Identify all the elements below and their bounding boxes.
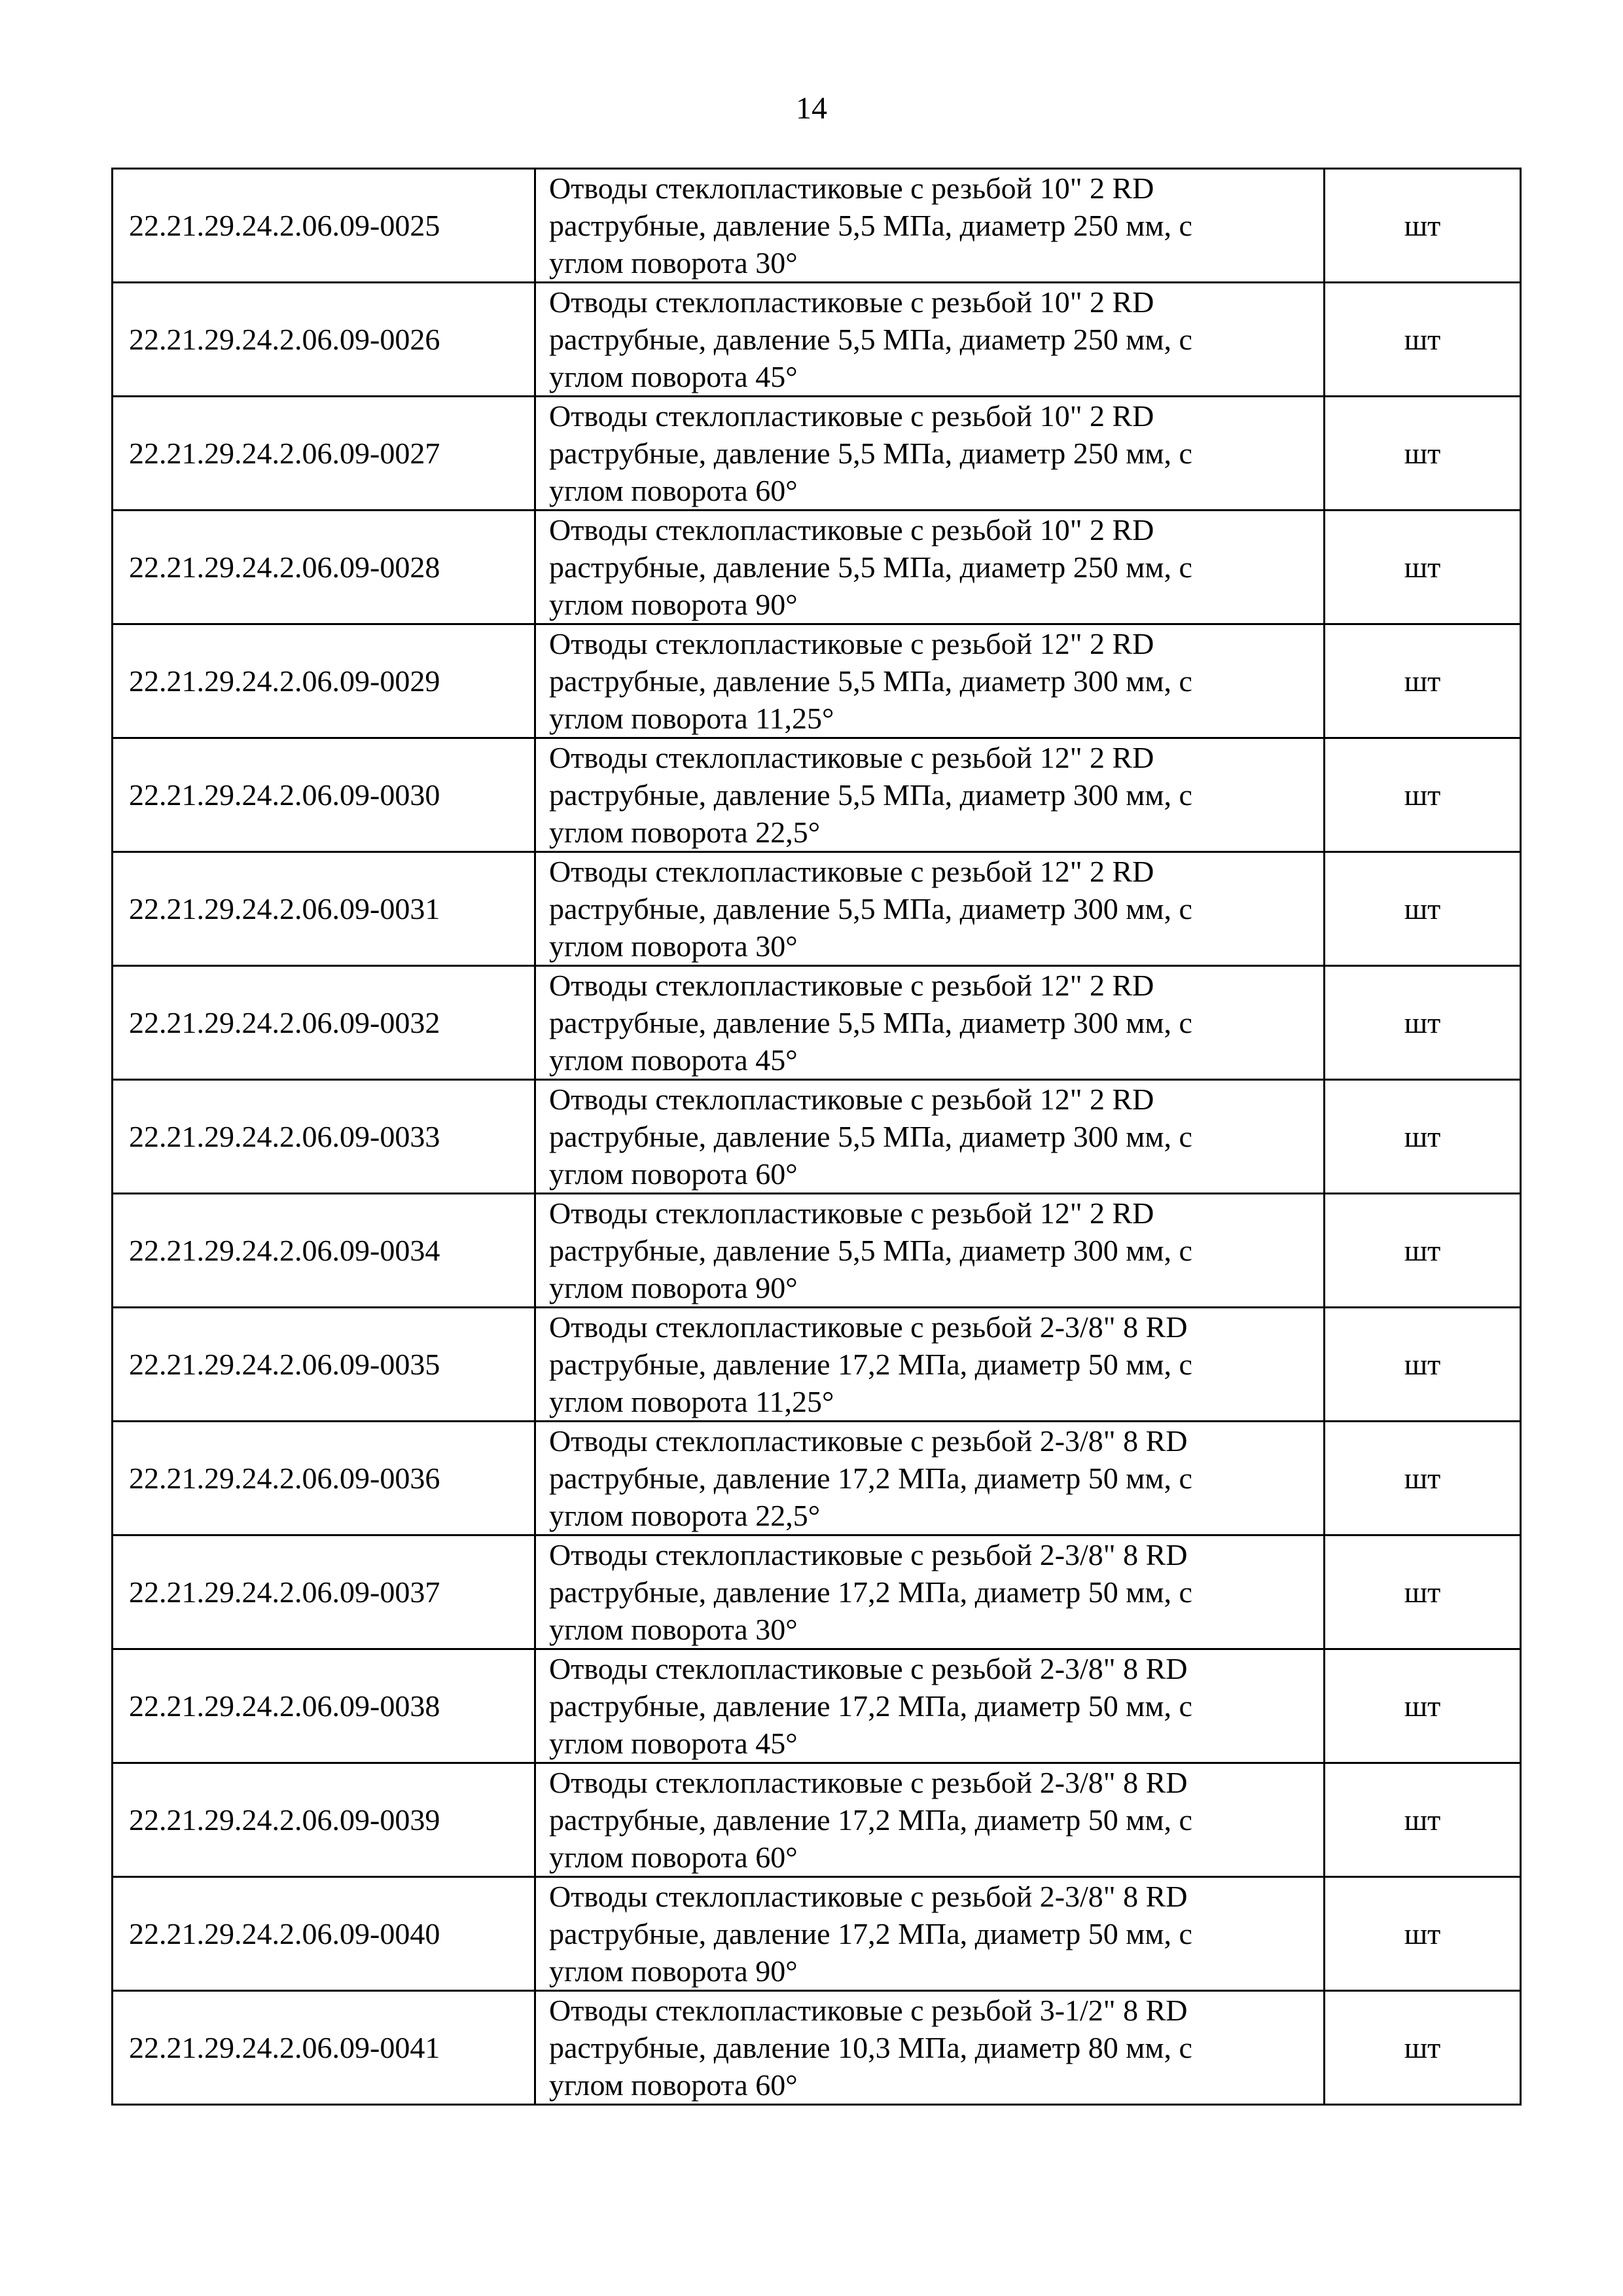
items-table-body xyxy=(113,169,1521,2105)
item-name-line: Отводы стеклопластиковые с резьбой 12" 2 RD xyxy=(549,855,1154,888)
item-name-line: Отводы стеклопластиковые с резьбой 12" 2 RD xyxy=(549,1196,1154,1230)
item-name xyxy=(535,1991,1325,2105)
item-unit: шт xyxy=(1325,169,1521,283)
table-row xyxy=(113,1194,1521,1308)
item-name-line: раструбные, давление 17,2 МПа, диаметр 50 мм, с xyxy=(549,1689,1192,1723)
item-name-line: раструбные, давление 5,5 МПа, диаметр 300 мм, с xyxy=(549,1120,1192,1153)
table-row xyxy=(113,169,1521,283)
item-name-line: углом поворота 30° xyxy=(549,929,798,963)
item-name xyxy=(535,1649,1325,1763)
item-name-line: Отводы стеклопластиковые с резьбой 2-3/8" 8 RD xyxy=(549,1880,1188,1913)
item-unit: шт xyxy=(1325,1080,1521,1194)
table-row xyxy=(113,1535,1521,1649)
table-row xyxy=(113,1649,1521,1763)
item-code: 22.21.29.24.2.06.09-0038 xyxy=(113,1649,535,1763)
item-code: 22.21.29.24.2.06.09-0034 xyxy=(113,1194,535,1308)
item-unit: шт xyxy=(1325,966,1521,1080)
item-name-line: углом поворота 60° xyxy=(549,474,798,507)
item-unit: шт xyxy=(1325,397,1521,511)
item-name-line: Отводы стеклопластиковые с резьбой 12" 2 RD xyxy=(549,1083,1154,1116)
item-name-line: раструбные, давление 10,3 МПа, диаметр 80 мм, с xyxy=(549,2031,1192,2064)
item-name xyxy=(535,852,1325,966)
item-code: 22.21.29.24.2.06.09-0041 xyxy=(113,1991,535,2105)
item-code: 22.21.29.24.2.06.09-0040 xyxy=(113,1877,535,1991)
item-name-line: углом поворота 60° xyxy=(549,1840,798,1874)
table-row xyxy=(113,1422,1521,1535)
table-row xyxy=(113,511,1521,624)
item-name-line: раструбные, давление 5,5 МПа, диаметр 250 мм, с xyxy=(549,209,1192,242)
item-name-line: углом поворота 90° xyxy=(549,1954,798,1988)
item-name-line: углом поворота 22,5° xyxy=(549,1499,821,1532)
item-name-line: углом поворота 45° xyxy=(549,1727,798,1760)
item-unit: шт xyxy=(1325,738,1521,852)
table-row xyxy=(113,738,1521,852)
item-name xyxy=(535,1877,1325,1991)
item-code: 22.21.29.24.2.06.09-0025 xyxy=(113,169,535,283)
item-name-line: Отводы стеклопластиковые с резьбой 10" 2 RD xyxy=(549,285,1154,319)
item-name-line: Отводы стеклопластиковые с резьбой 2-3/8" 8 RD xyxy=(549,1310,1188,1344)
item-name-line: раструбные, давление 5,5 МПа, диаметр 300 мм, с xyxy=(549,1234,1192,1267)
table-row xyxy=(113,1877,1521,1991)
item-name xyxy=(535,397,1325,511)
item-name-line: раструбные, давление 5,5 МПа, диаметр 300 мм, с xyxy=(549,664,1192,698)
item-name-line: раструбные, давление 5,5 МПа, диаметр 300 мм, с xyxy=(549,892,1192,925)
item-code: 22.21.29.24.2.06.09-0028 xyxy=(113,511,535,624)
item-unit: шт xyxy=(1325,624,1521,738)
item-name-line: Отводы стеклопластиковые с резьбой 2-3/8" 8 RD xyxy=(549,1424,1188,1458)
items-table xyxy=(111,168,1522,2106)
item-name xyxy=(535,169,1325,283)
page-number: 14 xyxy=(796,91,827,126)
item-name-line: Отводы стеклопластиковые с резьбой 2-3/8" 8 RD xyxy=(549,1766,1188,1799)
item-unit: шт xyxy=(1325,283,1521,397)
item-unit: шт xyxy=(1325,852,1521,966)
table-row xyxy=(113,1308,1521,1422)
item-code: 22.21.29.24.2.06.09-0039 xyxy=(113,1763,535,1877)
item-name-line: Отводы стеклопластиковые с резьбой 3-1/2" 8 RD xyxy=(549,1994,1188,2027)
item-name-line: раструбные, давление 17,2 МПа, диаметр 50 мм, с xyxy=(549,1575,1192,1609)
item-code: 22.21.29.24.2.06.09-0037 xyxy=(113,1535,535,1649)
item-name xyxy=(535,738,1325,852)
item-name xyxy=(535,1763,1325,1877)
item-code: 22.21.29.24.2.06.09-0032 xyxy=(113,966,535,1080)
item-unit: шт xyxy=(1325,1194,1521,1308)
item-unit: шт xyxy=(1325,1422,1521,1535)
item-unit: шт xyxy=(1325,1877,1521,1991)
table-row xyxy=(113,1080,1521,1194)
item-name xyxy=(535,1535,1325,1649)
item-code: 22.21.29.24.2.06.09-0033 xyxy=(113,1080,535,1194)
item-name-line: раструбные, давление 5,5 МПа, диаметр 300 мм, с xyxy=(549,778,1192,812)
item-name-line: углом поворота 30° xyxy=(549,1613,798,1646)
item-name-line: углом поворота 90° xyxy=(549,588,798,621)
item-name-line: раструбные, давление 17,2 МПа, диаметр 50 мм, с xyxy=(549,1462,1192,1495)
item-name xyxy=(535,1080,1325,1194)
item-unit: шт xyxy=(1325,1535,1521,1649)
item-unit: шт xyxy=(1325,511,1521,624)
item-name-line: Отводы стеклопластиковые с резьбой 12" 2 RD xyxy=(549,969,1154,1002)
table-row xyxy=(113,966,1521,1080)
item-code: 22.21.29.24.2.06.09-0029 xyxy=(113,624,535,738)
item-name-line: Отводы стеклопластиковые с резьбой 10" 2 RD xyxy=(549,513,1154,547)
item-name xyxy=(535,511,1325,624)
item-name-line: раструбные, давление 5,5 МПа, диаметр 250 мм, с xyxy=(549,437,1192,470)
item-name xyxy=(535,1308,1325,1422)
item-code: 22.21.29.24.2.06.09-0026 xyxy=(113,283,535,397)
item-name-line: углом поворота 11,25° xyxy=(549,1385,834,1418)
item-name-line: углом поворота 60° xyxy=(549,1157,798,1191)
table-row xyxy=(113,852,1521,966)
item-name-line: углом поворота 22,5° xyxy=(549,816,821,849)
item-code: 22.21.29.24.2.06.09-0036 xyxy=(113,1422,535,1535)
table-row xyxy=(113,397,1521,511)
item-name-line: раструбные, давление 17,2 МПа, диаметр 50 мм, с xyxy=(549,1348,1192,1381)
item-name-line: раструбные, давление 17,2 МПа, диаметр 50 мм, с xyxy=(549,1803,1192,1837)
item-name xyxy=(535,966,1325,1080)
item-unit: шт xyxy=(1325,1763,1521,1877)
item-name-line: Отводы стеклопластиковые с резьбой 2-3/8" 8 RD xyxy=(549,1538,1188,1571)
item-name-line: Отводы стеклопластиковые с резьбой 12" 2 RD xyxy=(549,741,1154,774)
item-code: 22.21.29.24.2.06.09-0027 xyxy=(113,397,535,511)
item-name-line: Отводы стеклопластиковые с резьбой 10" 2 RD xyxy=(549,399,1154,433)
item-code: 22.21.29.24.2.06.09-0031 xyxy=(113,852,535,966)
table-row xyxy=(113,1991,1521,2105)
item-name-line: углом поворота 11,25° xyxy=(549,702,834,735)
item-name-line: углом поворота 45° xyxy=(549,1043,798,1077)
item-name-line: раструбные, давление 5,5 МПа, диаметр 300 мм, с xyxy=(549,1006,1192,1039)
item-name-line: Отводы стеклопластиковые с резьбой 12" 2 RD xyxy=(549,627,1154,660)
item-code: 22.21.29.24.2.06.09-0030 xyxy=(113,738,535,852)
item-name-line: углом поворота 60° xyxy=(549,2068,798,2102)
item-unit: шт xyxy=(1325,1991,1521,2105)
item-name-line: раструбные, давление 17,2 МПа, диаметр 50 мм, с xyxy=(549,1917,1192,1950)
item-name xyxy=(535,283,1325,397)
item-name-line: углом поворота 45° xyxy=(549,360,798,393)
table-row xyxy=(113,624,1521,738)
item-name xyxy=(535,1194,1325,1308)
item-name-line: углом поворота 30° xyxy=(549,246,798,279)
item-unit: шт xyxy=(1325,1308,1521,1422)
table-row xyxy=(113,283,1521,397)
item-unit: шт xyxy=(1325,1649,1521,1763)
item-name-line: Отводы стеклопластиковые с резьбой 2-3/8" 8 RD xyxy=(549,1652,1188,1685)
item-name-line: раструбные, давление 5,5 МПа, диаметр 250 мм, с xyxy=(549,323,1192,356)
item-name-line: Отводы стеклопластиковые с резьбой 10" 2 RD xyxy=(549,171,1154,205)
item-name xyxy=(535,624,1325,738)
item-name xyxy=(535,1422,1325,1535)
item-code: 22.21.29.24.2.06.09-0035 xyxy=(113,1308,535,1422)
table-row xyxy=(113,1763,1521,1877)
item-name-line: углом поворота 90° xyxy=(549,1271,798,1304)
item-name-line: раструбные, давление 5,5 МПа, диаметр 250 мм, с xyxy=(549,550,1192,584)
